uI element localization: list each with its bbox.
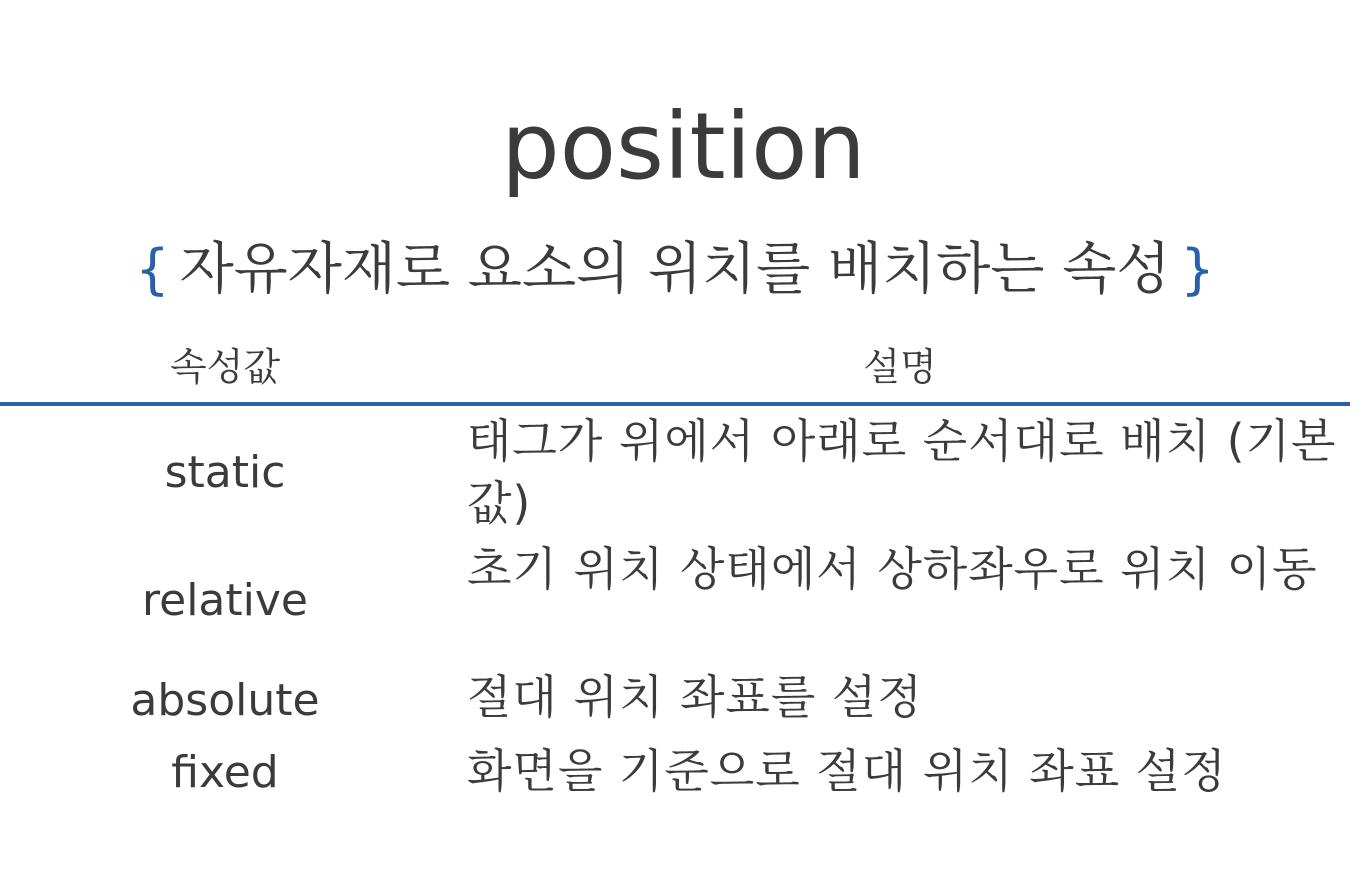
table-row	[0, 740, 1350, 814]
close-brace: }	[1180, 238, 1215, 301]
table-body	[0, 406, 1350, 814]
row-description: 태그가 위에서 아래로 순서대로 배치 (기본값)	[467, 414, 1337, 530]
row-value: fixed	[171, 747, 279, 798]
header-value: 속성값	[169, 345, 281, 389]
table-header	[0, 336, 1350, 406]
subtitle	[0, 234, 1350, 306]
row-value: static	[164, 447, 286, 498]
property-table	[0, 336, 1350, 814]
subtitle-text: 자유자재로 요소의 위치를 배치하는 속성	[179, 237, 1171, 302]
table-row	[0, 406, 1350, 536]
row-value: absolute	[130, 675, 320, 726]
row-description: 초기 위치 상태에서 상하좌우로 위치 이동	[467, 542, 1318, 596]
row-description: 화면을 기준으로 절대 위치 좌표 설정	[467, 744, 1227, 798]
open-brace: {	[135, 238, 170, 301]
row-description: 절대 위치 좌표를 설정	[467, 670, 923, 724]
table-row	[0, 536, 1350, 666]
header-description: 설명	[863, 345, 937, 389]
page-title: position	[501, 93, 866, 200]
table-row	[0, 666, 1350, 740]
row-value: relative	[142, 575, 308, 626]
